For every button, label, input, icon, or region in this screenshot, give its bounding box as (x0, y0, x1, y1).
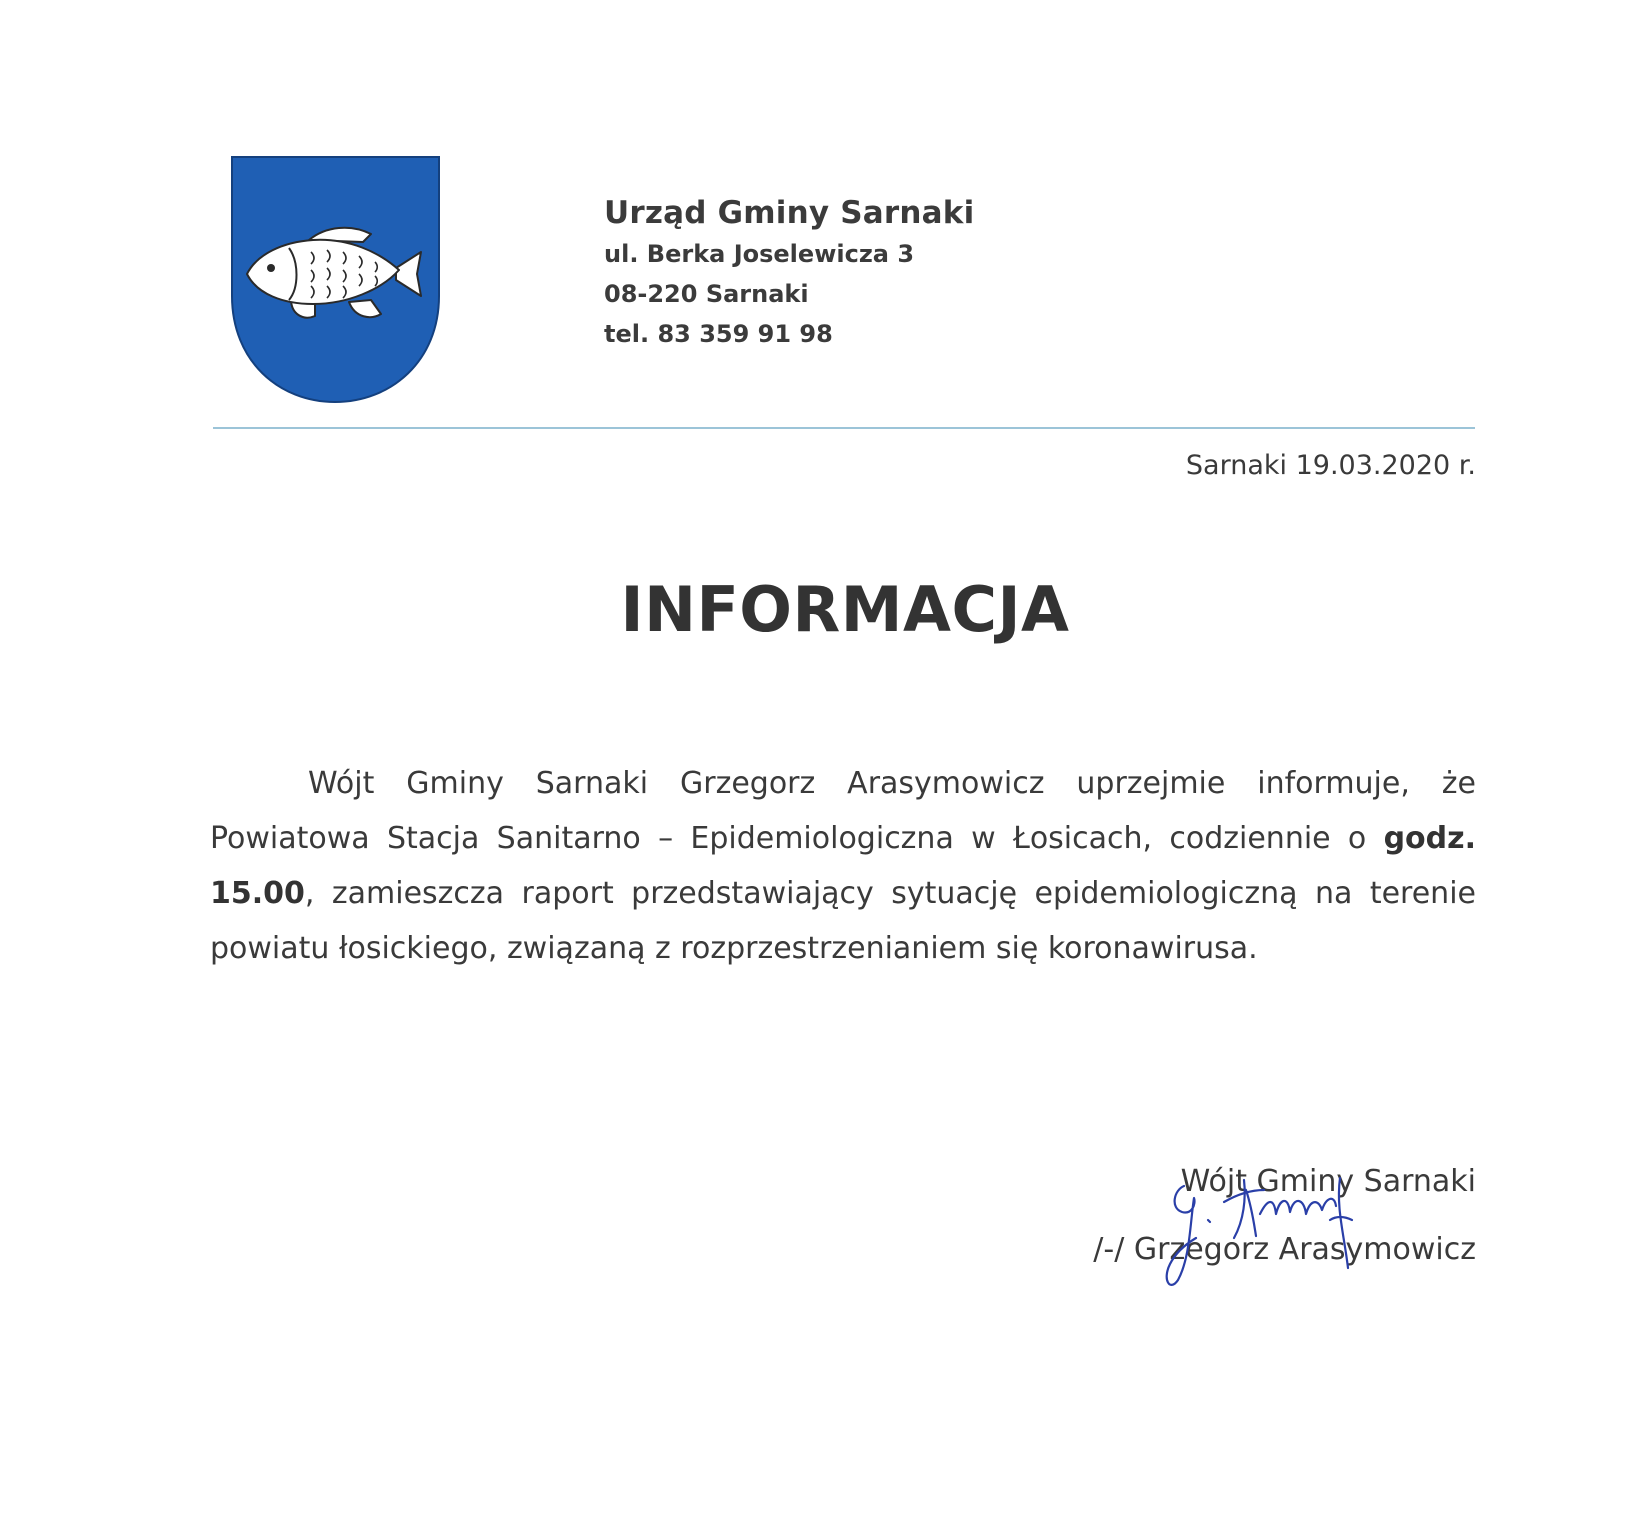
body-text-bold-time: godz. 15.00 (210, 821, 1476, 911)
organization-name: Urząd Gminy Sarnaki (604, 195, 975, 231)
body-text-part2: , zamieszcza raport przedstawiający sytuację epidemiologiczną na terenie powiatu łosickiego, związaną z rozprzestrzenianiem się koronawirusa. (210, 876, 1476, 966)
phone-number: tel. 83 359 91 98 (604, 320, 833, 348)
body-text (210, 756, 1476, 976)
address-postal-city: 08-220 Sarnaki (604, 280, 809, 308)
signature-block (1093, 1148, 1476, 1284)
document-title: INFORMACJA (620, 573, 1070, 646)
letterhead (604, 192, 1124, 354)
address-street: ul. Berka Joselewicza 3 (604, 240, 915, 268)
signatory-name: /-/ Grzegorz Arasymowicz (1093, 1232, 1476, 1267)
header-divider (213, 427, 1475, 429)
document-date: Sarnaki 19.03.2020 r. (1185, 450, 1476, 481)
body-paragraph (210, 756, 1476, 976)
fish-coat-of-arms-icon (231, 156, 440, 404)
body-text-part1: Wójt Gminy Sarnaki Grzegorz Arasymowicz uprzejmie informuje, że Powiatowa Stacja Sanitarno – Epidemiologiczna w Łosicach, codziennie o (210, 766, 1476, 856)
signatory-position: Wójt Gminy Sarnaki (1180, 1164, 1476, 1199)
